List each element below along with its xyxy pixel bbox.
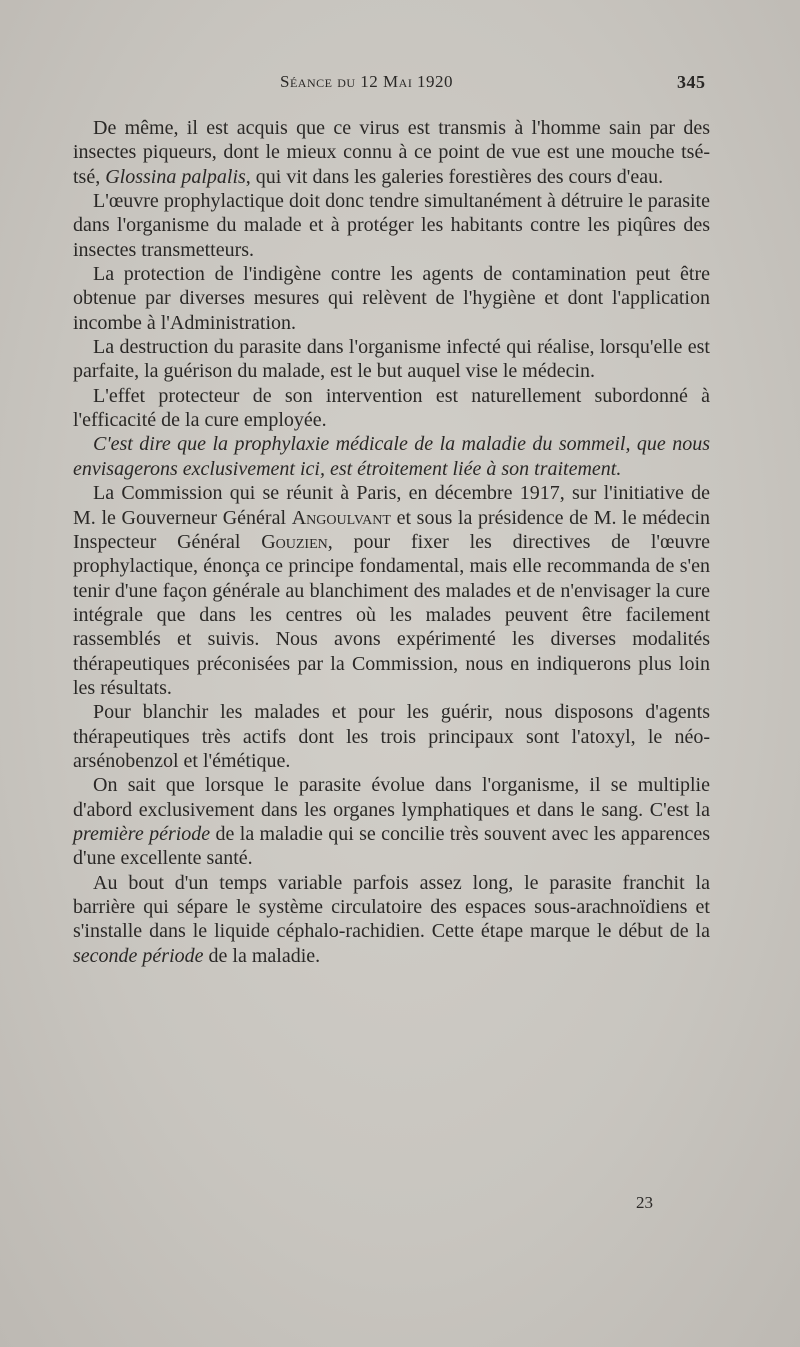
paragraph xyxy=(73,116,710,189)
emphasis: seconde période xyxy=(73,944,204,967)
text-run: C'est dire que la prophylaxie médicale de la maladie du sommeil, que nous envisagerons exclusivement ici, est étroitement liée à son traitement. xyxy=(73,433,710,480)
text-run: La Commission qui se réunit à Paris, en décembre 1917, sur l'initiative de M. le Gouverneur Général xyxy=(73,482,710,529)
page-header xyxy=(0,72,800,102)
paragraph: La destruction du parasite dans l'organisme infecté qui réalise, lorsqu'elle est parfaite, la guérison du malade, est le but auquel vise le médecin. xyxy=(73,336,710,383)
text-run: de la maladie. xyxy=(203,944,321,967)
emphasis: première période xyxy=(73,822,211,845)
species-name: Glossina palpalis xyxy=(105,165,246,188)
paragraph: La protection de l'indigène contre les agents de contamination peut être obtenue par diverses mesures qui relèvent de l'hygiène et dont l'application incombe à l'Administration. xyxy=(73,263,710,334)
page-number: 345 xyxy=(677,72,706,92)
signature-mark: 23 xyxy=(636,1193,653,1212)
body-text xyxy=(73,116,710,968)
text-run: et sous la présidence de M. le médecin Inspecteur Général xyxy=(73,506,711,553)
paragraph: L'effet protecteur de son intervention est naturellement subordonné à l'efficacité de la cure employée. xyxy=(73,384,710,432)
paragraph xyxy=(73,481,710,700)
text-run: Au bout d'un temps variable parfois assez long, le parasite franchit la barrière qui sépare le système circulatoire des espaces sous-arachnoïdiens et s'installe dans le liquide céphalo-rachidien. Cette étape marque le début de la xyxy=(73,871,710,943)
paragraph xyxy=(73,871,710,968)
italic-paragraph xyxy=(73,432,710,481)
text-run: On sait que lorsque le parasite évolue dans l'organisme, il se multiplie d'abord exclusivement dans les organes lymphatiques et dans le sang. C'est la xyxy=(73,774,710,821)
text-run: , pour fixer les directives de l'œuvre prophylactique, énonça ce principe fondamental, mais elle recommanda de s'en tenir d'une façon générale au blanchiment des malades et de n'envisager la cure intégrale que dans les centres où les malades peuvent être facilement rassemblés et suivis. Nous avons expérimenté les diverses modalités thérapeutiques préconisées par la Commission, nous en indiquerons plus loin les résultats. xyxy=(73,530,710,699)
paragraph xyxy=(73,773,710,870)
paragraph: Pour blanchir les malades et pour les guérir, nous disposons d'agents thérapeutiques très actifs dont les trois principaux sont l'atoxyl, le néo-arsénobenzol et l'émétique. xyxy=(73,701,710,772)
text-run: De même, il est acquis que ce virus est transmis à l'homme sain par des insectes piqueurs, dont le mieux connu à ce point de vue est une mouche tsé-tsé, xyxy=(73,117,710,188)
person-name: Angoulvant xyxy=(291,506,391,529)
person-name: Gouzien xyxy=(261,530,328,553)
running-head: Séance du 12 Mai 1920 xyxy=(280,72,454,91)
text-run: de la maladie qui se concilie très souvent avec les apparences d'une excellente santé. xyxy=(73,822,710,870)
text-run: , qui vit dans les galeries forestières des cours d'eau. xyxy=(245,165,664,188)
paragraph: L'œuvre prophylactique doit donc tendre simultanément à détruire le parasite dans l'organisme du malade et à protéger les habitants contre les piqûres des insectes transmetteurs. xyxy=(73,190,710,261)
